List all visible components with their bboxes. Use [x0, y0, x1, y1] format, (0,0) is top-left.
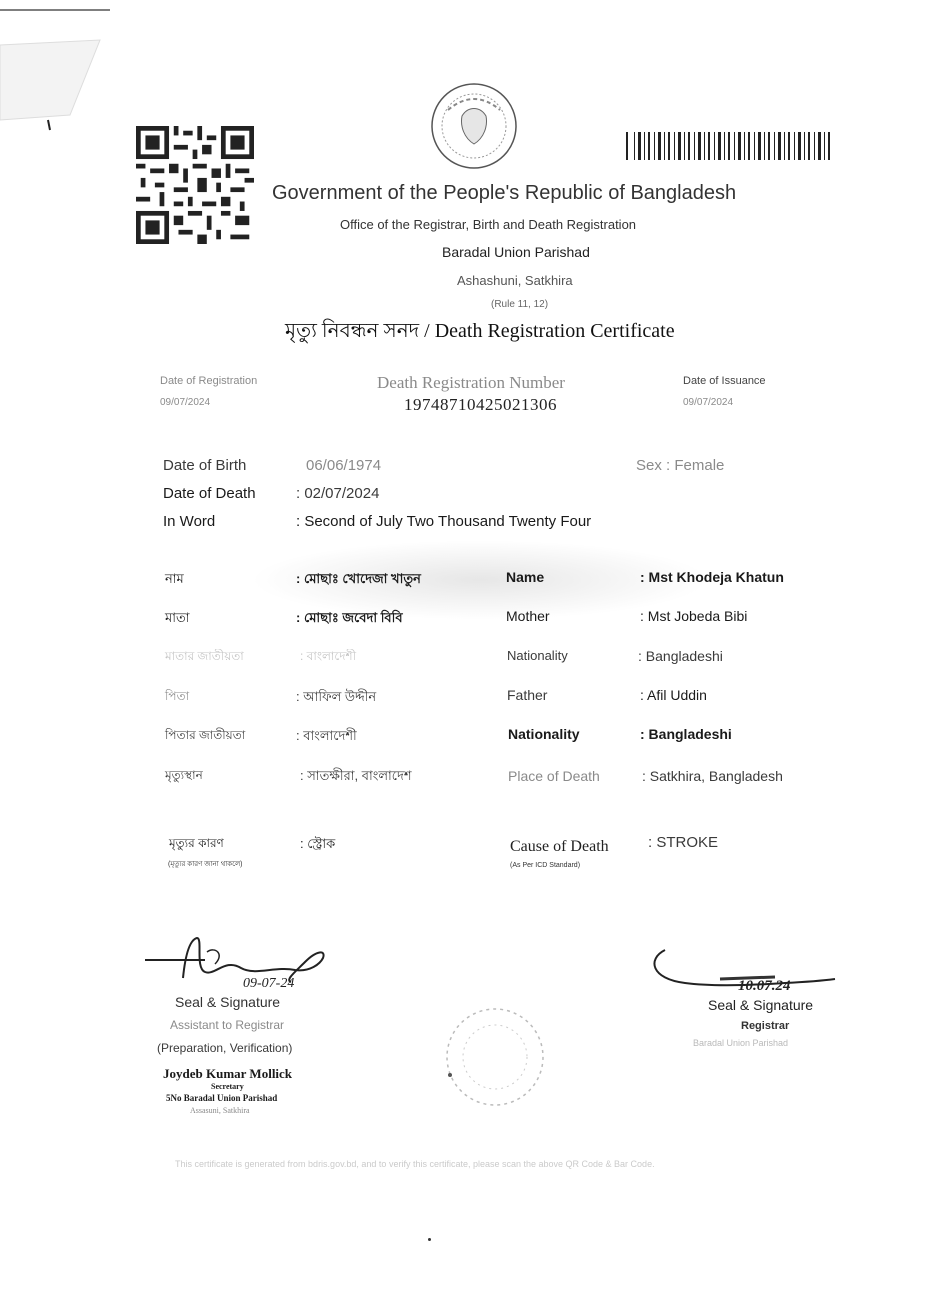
place-of-death-value: : Satkhira, Bangladesh	[642, 768, 783, 784]
bn-mother-nationality-value: : বাংলাদেশী	[300, 649, 357, 663]
assistant-handwritten-date: 09-07-24	[243, 976, 295, 991]
registrar-place: Baradal Union Parishad	[693, 1038, 789, 1048]
bn-father-value: : আফিল উদ্দীন	[296, 689, 377, 704]
birth-date-label: Date of Birth	[163, 457, 247, 474]
in-word-value: : Second of July Two Thousand Twenty Four	[296, 513, 592, 530]
government-title: Government of the People's Republic of Bangladesh	[272, 182, 737, 204]
name-value: : Mst Khodeja Khatun	[640, 569, 784, 585]
registrar-role: Registrar	[741, 1020, 790, 1032]
registration-date-value: 09/07/2024	[160, 397, 211, 408]
bn-cause-note: (মৃত্যুর কারণ জানা থাকলে)	[168, 861, 243, 868]
qr-code-icon[interactable]	[136, 126, 254, 244]
barcode-icon[interactable]	[626, 132, 830, 160]
location-name: Ashashuni, Satkhira	[457, 273, 573, 288]
issuance-date-value: 09/07/2024	[683, 397, 734, 408]
registration-number-label: Death Registration Number	[377, 373, 565, 392]
father-nationality-label: Nationality	[508, 726, 580, 742]
bn-father-nationality-value: : বাংলাদেশী	[296, 728, 357, 743]
union-seal-icon	[440, 1000, 550, 1115]
issuance-date-label: Date of Issuance	[683, 375, 766, 387]
assistant-role-detail: (Preparation, Verification)	[157, 1041, 293, 1055]
father-value: : Afil Uddin	[640, 687, 707, 703]
registrar-seal-label: Seal & Signature	[708, 997, 814, 1013]
secretary-org: 5No Baradal Union Parishad	[166, 1093, 278, 1103]
office-title: Office of the Registrar, Birth and Death Registration	[340, 217, 637, 232]
bn-place-of-death-value: : সাতক্ষীরা, বাংলাদেশ	[300, 768, 412, 783]
footer-note: This certificate is generated from bdris.gov.bd, and to verify this certificate, please scan the above QR Code & Bar Code.	[175, 1159, 655, 1169]
bn-place-of-death-label: মৃত্যুস্থান	[165, 768, 203, 782]
bn-father-nationality-label: পিতার জাতীয়তা	[165, 728, 246, 742]
mother-nationality-label: Nationality	[507, 648, 568, 663]
bn-mother-value: : মোছাঃ জবেদা বিবি	[296, 610, 403, 625]
assistant-role: Assistant to Registrar	[170, 1018, 285, 1032]
mother-value: : Mst Jobeda Bibi	[640, 608, 748, 624]
cause-of-death-note: (As Per ICD Standard)	[510, 862, 581, 869]
death-date-value: : 02/07/2024	[296, 485, 380, 502]
mother-nationality-value: : Bangladeshi	[638, 648, 723, 664]
rule-reference: (Rule 11, 12)	[491, 299, 549, 310]
secretary-place: Assasuni, Satkhira	[190, 1106, 250, 1115]
bn-mother-label: মাতা	[165, 610, 190, 625]
government-emblem-icon	[428, 80, 520, 172]
cause-of-death-value: : STROKE	[648, 834, 719, 851]
name-label: Name	[506, 569, 545, 585]
bn-mother-nationality-label: মাতার জাতীয়তা	[165, 649, 244, 663]
secretary-name: Joydeb Kumar Mollick	[163, 1066, 293, 1081]
registration-number-value: 19748710425021306	[404, 395, 557, 414]
registrar-handwritten-date: 10.07.24	[738, 978, 791, 994]
scan-dot	[428, 1238, 431, 1241]
bn-father-label: পিতা	[165, 689, 190, 703]
mother-label: Mother	[506, 608, 550, 624]
place-of-death-label: Place of Death	[508, 768, 600, 784]
in-word-label: In Word	[163, 513, 216, 530]
bn-cause-label: মৃত্যুর কারণ	[169, 836, 224, 850]
father-nationality-value: : Bangladeshi	[640, 726, 732, 742]
registration-date-label: Date of Registration	[160, 375, 258, 387]
certificate-title: মৃত্যু নিবন্ধন সনদ / Death Registration Certificate	[285, 320, 675, 342]
bn-cause-value: : স্ট্রোক	[300, 836, 336, 851]
union-name: Baradal Union Parishad	[442, 244, 590, 260]
death-date-label: Date of Death	[163, 485, 256, 502]
birth-date-value: 06/06/1974	[306, 457, 382, 474]
secretary-title: Secretary	[211, 1082, 244, 1091]
bn-name-value: : মোছাঃ খোদেজা খাতুন	[296, 571, 421, 586]
bn-name-label: নাম	[165, 571, 184, 586]
scan-artifact	[0, 0, 120, 200]
father-label: Father	[507, 687, 548, 703]
sex-value: Sex : Female	[636, 457, 725, 474]
cause-of-death-label: Cause of Death	[510, 838, 609, 855]
assistant-seal-label: Seal & Signature	[175, 994, 281, 1010]
